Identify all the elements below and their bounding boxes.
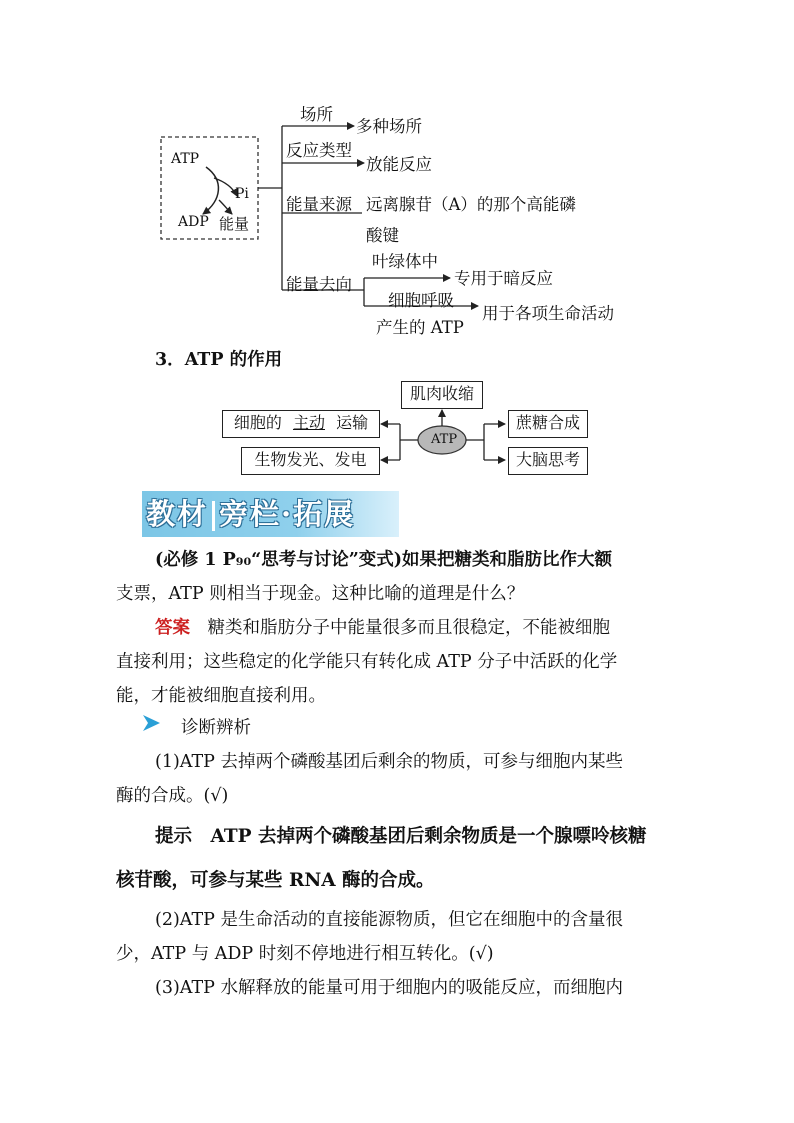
q2-line1: (2)ATP 是生命活动的直接能源物质，但它在细胞中的含量很 [155, 910, 623, 930]
reaction-type-value: 放能反应 [366, 155, 432, 174]
banner-part1: 教材 [146, 497, 209, 531]
answer-text-1: 糖类和脂肪分子中能量很多而且很稳定，不能被细胞 [207, 618, 610, 638]
energy-destination-label: 能量去向 [286, 275, 352, 294]
active-transport-suffix: 运输 [336, 413, 369, 432]
muscle-contraction-box: 肌肉收缩 [401, 381, 483, 409]
q2-line2: 少，ATP 与 ADP 时刻不停地进行相互转化。(√) [116, 944, 494, 964]
section3-number: 3． [155, 350, 185, 370]
cycle-pi-label: Pi [235, 186, 249, 202]
q1-line2: 酶的合成。(√) [116, 786, 229, 806]
answer-line3: 能，才能被细胞直接利用。 [116, 686, 326, 706]
branch1-use: 专用于暗反应 [454, 269, 553, 288]
hint-line2: 核苷酸，可参与某些 RNA 酶的合成。 [116, 870, 435, 891]
cycle-energy-label: 能量 [219, 215, 250, 233]
q1-line1: (1)ATP 去掉两个磷酸基团后剩余的物质，可参与细胞内某些 [155, 752, 623, 772]
banner-part2: 旁栏·拓展 [219, 497, 356, 531]
branch2-source2: 产生的 ATP [376, 318, 464, 337]
q3-line1: (3)ATP 水解释放的能量可用于细胞内的吸能反应，而细胞内 [155, 978, 623, 998]
location-label: 场所 [300, 105, 333, 124]
location-value: 多种场所 [356, 117, 422, 136]
energy-source-label: 能量来源 [286, 195, 352, 214]
sucrose-synthesis-box: 蔗糖合成 [508, 410, 588, 438]
diagnosis-heading: 诊断辨析 [181, 718, 251, 738]
branch2-source: 细胞呼吸 [388, 291, 454, 310]
question-line1: (必修 1 P₉₀“思考与讨论”变式)如果把糖类和脂肪比作大额 [155, 550, 613, 570]
diagnosis-arrow-icon [143, 715, 160, 731]
active-transport-prefix: 细胞的 [233, 413, 282, 432]
bioluminescence-box: 生物发光、发电 [241, 447, 380, 475]
active-transport-blank: 主动 [292, 413, 325, 432]
question-line2: 支票，ATP 则相当于现金。这种比喻的道理是什么？ [116, 584, 525, 604]
cycle-adp-label: ADP [178, 214, 209, 230]
branch1-source: 叶绿体中 [372, 252, 438, 271]
answer-line2: 直接利用；这些稳定的化学能只有转化成 ATP 分子中活跃的化学 [116, 652, 618, 672]
answer-label: 答案 [155, 618, 190, 638]
cycle-atp-label: ATP [171, 151, 200, 167]
reaction-type-label: 反应类型 [286, 141, 352, 160]
hint-line1 [155, 822, 646, 848]
hint-text-1: ATP 去掉两个磷酸基团后剩余物质是一个腺嘌呤核糖 [210, 826, 647, 847]
energy-source-value-1: 远离腺苷（A）的那个高能磷 [366, 195, 576, 214]
energy-source-value-2: 酸键 [366, 226, 399, 245]
section3-title: ATP 的作用 [184, 350, 283, 370]
branch2-use: 用于各项生命活动 [482, 304, 614, 323]
atp-center-label: ATP [431, 432, 458, 447]
hint-label: 提示 [155, 826, 193, 847]
brain-thinking-box: 大脑思考 [508, 447, 588, 475]
